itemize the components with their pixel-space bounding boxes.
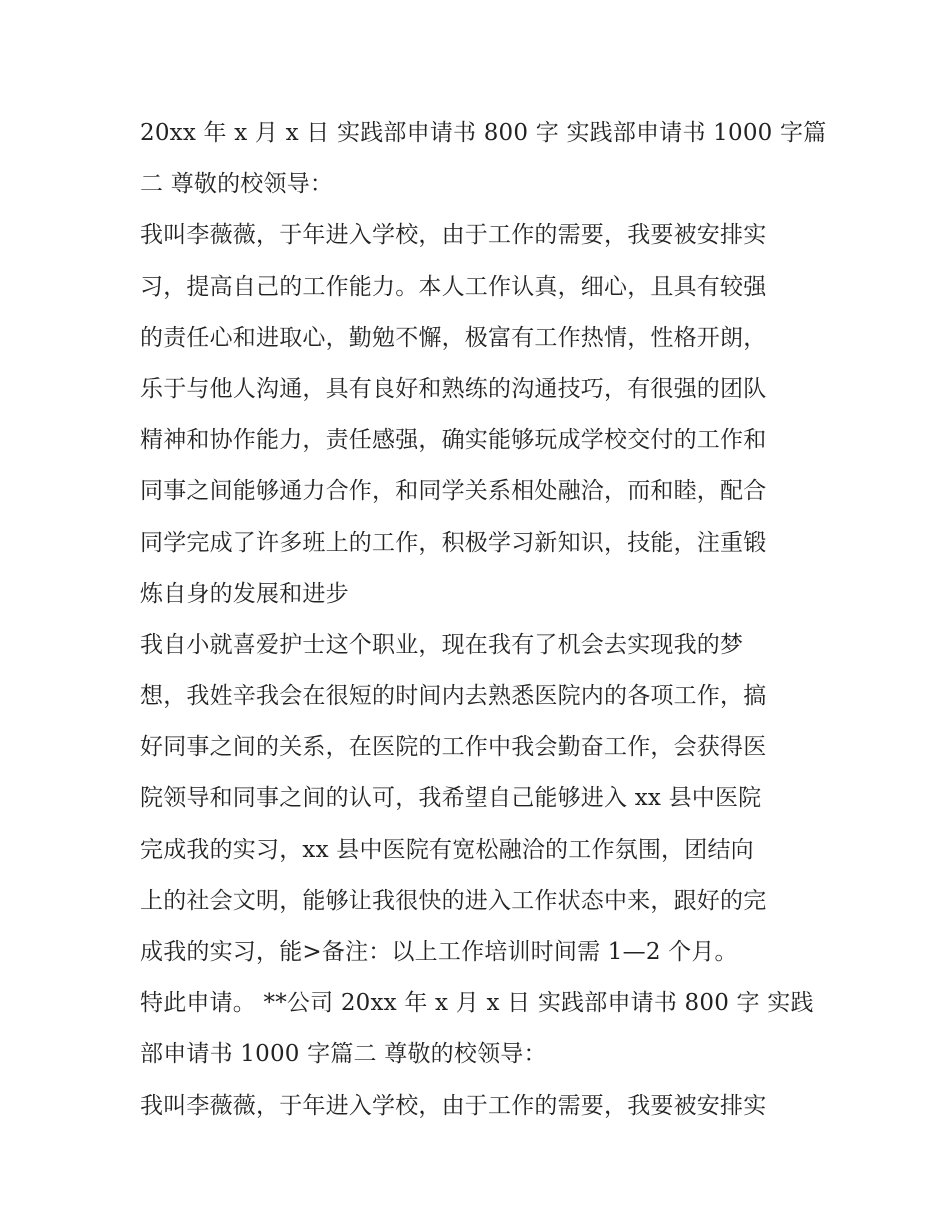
text-line-3: 我叫李薇薇，于年进入学校，由于工作的需要，我要被安排实 [140, 222, 767, 249]
text-line-5: 的责任心和进取心，勤勉不懈，极富有工作热情，性格开朗， [140, 324, 767, 351]
text-line-20: 我叫李薇薇，于年进入学校，由于工作的需要，我要被安排实 [140, 1092, 767, 1119]
text-line-10: 炼自身的发展和进步 [140, 580, 349, 607]
text-line-19: 部申请书 1000 字篇二 尊敬的校领导： [140, 1041, 547, 1068]
document-body [140, 108, 827, 1132]
text-line-4: 习，提高自己的工作能力。本人工作认真，细心，且具有较强 [140, 273, 767, 300]
text-line-6: 乐于与他人沟通，具有良好和熟练的沟通技巧，有很强的团队 [140, 375, 767, 402]
text-line-13: 好同事之间的关系，在医院的工作中我会勤奋工作，会获得医 [140, 734, 767, 761]
text-line-8: 同事之间能够通力合作，和同学关系相处融洽，而和睦，配合 [140, 478, 767, 505]
text-line-9: 同学完成了许多班上的工作，积极学习新知识，技能，注重锻 [140, 529, 767, 556]
text-line-18: 特此申请。 **公司 20xx 年 x 月 x 日 实践部申请书 800 字 实践 [140, 990, 814, 1017]
text-line-16: 上的社会文明，能够让我很快的进入工作状态中来，跟好的完 [140, 887, 767, 914]
text-line-12: 想，我姓辛我会在很短的时间内去熟悉医院内的各项工作，搞 [140, 683, 767, 710]
text-line-7: 精神和协作能力，责任感强，确实能够玩成学校交付的工作和 [140, 427, 767, 454]
text-line-2: 二 尊敬的校领导： [140, 171, 334, 198]
text-line-17: 成我的实习，能>备注：以上工作培训时间需 1—2 个月。 [140, 939, 738, 965]
text-line-15: 完成我的实习，xx 县中医院有宽松融洽的工作氛围，团结向 [140, 836, 754, 863]
text-line-11: 我自小就喜爱护士这个职业，现在我有了机会去实现我的梦 [140, 631, 744, 658]
text-line-1: 20xx 年 x 月 x 日 实践部申请书 800 字 实践部申请书 1000 字篇 [140, 120, 827, 146]
text-line-14: 院领导和同事之间的认可，我希望自己能够进入 xx 县中医院 [140, 785, 762, 812]
